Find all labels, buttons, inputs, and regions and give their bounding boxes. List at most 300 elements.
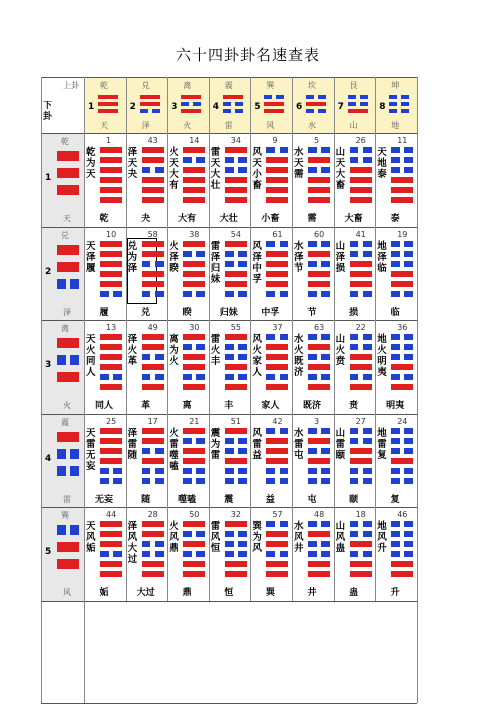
hexagram-yang-line [350, 197, 372, 203]
hexagram-yin-line [280, 521, 289, 527]
hexagram-yang-line [225, 521, 247, 527]
grid-vline [292, 77, 293, 601]
hexagram-yang-line [266, 541, 288, 547]
hexagram-yin-line [266, 478, 275, 484]
hexagram-yin-line [391, 157, 400, 163]
hexagram-yin-line [225, 541, 234, 547]
hexagram-short-name: 明夷 [386, 401, 405, 411]
hexagram-yin-line [196, 157, 205, 163]
hexagram-yang-line [308, 364, 330, 370]
hexagram-full-name: 风火家人 [252, 334, 262, 378]
hexagram-number: 48 [314, 510, 325, 519]
hexagram-yin-line [183, 531, 192, 537]
hexagram-yang-line [308, 197, 330, 203]
hexagram-number: 14 [189, 136, 200, 145]
hexagram-full-name: 雷泽归妹 [210, 240, 221, 285]
hexagram-yin-line [350, 241, 359, 247]
hexagram-yang-line [142, 197, 164, 203]
hexagram-short-name: 泰 [390, 214, 400, 224]
row-trigram-yang-line [57, 338, 79, 348]
hexagram-short-name: 震 [224, 494, 234, 505]
hexagram-yang-line [308, 458, 330, 464]
hexagram-yang-line [350, 458, 372, 464]
hexagram-yin-line [321, 468, 330, 474]
hexagram-short-name: 归妹 [219, 307, 238, 318]
hexagram-yang-line [183, 271, 205, 277]
row-trigram-name: 乾 [61, 137, 69, 146]
hexagram-number: 63 [314, 323, 325, 332]
hexagram-yang-line [100, 561, 122, 567]
hexagram-number: 36 [397, 323, 408, 332]
hexagram-yin-line [308, 428, 317, 434]
header-trigram-yin-line [306, 95, 314, 99]
hexagram-yang-line [183, 521, 205, 527]
hexagram-yin-line [391, 241, 400, 247]
hexagram-yin-line [321, 334, 330, 340]
hexagram-yin-line [155, 551, 164, 557]
hexagram-yin-line [391, 261, 400, 267]
hexagram-yin-line [238, 438, 247, 444]
hexagram-full-name: 风泽中孚 [252, 240, 262, 285]
hexagram-yin-line [225, 374, 234, 380]
hexagram-yin-line [100, 291, 109, 297]
hexagram-yang-line [308, 438, 330, 444]
header-trigram-yin-line [401, 109, 409, 113]
hexagram-yin-line [266, 521, 275, 527]
hexagram-yin-line [391, 448, 400, 454]
hexagram-yin-line [238, 354, 247, 360]
hexagram-yang-line [266, 344, 288, 350]
hexagram-yang-line [266, 448, 288, 454]
hexagram-yang-line [142, 241, 164, 247]
hexagram-yin-line [238, 167, 247, 173]
hexagram-yang-line [308, 384, 330, 390]
hexagram-yin-line [350, 251, 359, 257]
trigram-name: 兑 [141, 81, 150, 90]
hexagram-full-name: 兑为泽 [127, 240, 138, 274]
hexagram-yang-line [266, 531, 288, 537]
hexagram-yin-line [266, 147, 275, 153]
hexagram-yin-line [142, 541, 151, 547]
hexagram-yin-line [391, 334, 400, 340]
trigram-number: 5 [254, 102, 261, 112]
row-trigram-yang-line [57, 168, 79, 178]
hexagram-yin-line [404, 438, 413, 444]
hexagram-yin-line [183, 251, 192, 257]
hexagram-yin-line [404, 241, 413, 247]
hexagram-yin-line [391, 468, 400, 474]
hexagram-short-name: 家人 [261, 401, 280, 411]
hexagram-yin-line [321, 147, 330, 153]
hexagram-full-name: 天火同人 [86, 334, 96, 378]
hexagram-yin-line [183, 291, 192, 297]
hexagram-yin-line [238, 551, 247, 557]
hexagram-short-name: 中孚 [261, 307, 280, 318]
hexagram-short-name: 无妄 [94, 494, 113, 505]
hexagram-short-name: 大畜 [344, 214, 363, 224]
hexagram-yang-line [225, 334, 247, 340]
hexagram-yang-line [225, 197, 247, 203]
hexagram-yang-line [308, 187, 330, 193]
hexagram-yin-line [404, 291, 413, 297]
hexagram-yin-line [404, 374, 413, 380]
hexagram-number: 1 [106, 136, 112, 145]
hexagram-yin-line [155, 478, 164, 484]
hexagram-yang-line [183, 167, 205, 173]
hexagram-short-name: 贲 [349, 401, 359, 411]
hexagram-full-name: 天雷无妄 [86, 427, 96, 472]
hexagram-short-name: 临 [390, 307, 400, 318]
hexagram-yang-line [183, 281, 205, 287]
hexagram-yang-line [100, 157, 122, 163]
grid-vline [209, 77, 210, 601]
header-trigram-yin-line [389, 95, 397, 99]
hexagram-yang-line [100, 531, 122, 537]
hexagram-yang-line [266, 561, 288, 567]
hexagram-yin-line [196, 374, 205, 380]
hexagram-table [41, 77, 417, 703]
hexagram-yin-line [350, 344, 359, 350]
hexagram-yin-line [155, 448, 164, 454]
hexagram-yang-line [100, 344, 122, 350]
hexagram-yin-line [225, 344, 234, 350]
header-trigram-yang-line [264, 109, 284, 113]
hexagram-number: 19 [397, 229, 408, 239]
hexagram-yin-line [142, 551, 151, 557]
hexagram-yang-line [142, 281, 164, 287]
hexagram-short-name: 履 [99, 307, 109, 318]
hexagram-yin-line [391, 291, 400, 297]
hexagram-yin-line [308, 521, 317, 527]
hexagram-yang-line [142, 364, 164, 370]
header-trigram-yin-line [223, 102, 231, 106]
hexagram-number: 38 [189, 229, 200, 239]
row-trigram-number: 4 [45, 453, 52, 464]
row-trigram-number: 3 [45, 360, 52, 370]
hexagram-number: 28 [147, 510, 158, 519]
hexagram-yin-line [280, 468, 289, 474]
trigram-name: 震 [224, 81, 233, 90]
hexagram-yang-line [183, 571, 205, 577]
hexagram-yin-line [155, 261, 164, 267]
row-trigram-number: 2 [45, 266, 52, 277]
hexagram-short-name: 姤 [99, 588, 109, 598]
hexagram-yang-line [225, 428, 247, 434]
hexagram-yang-line [183, 147, 205, 153]
hexagram-yang-line [266, 281, 288, 287]
hexagram-yang-line [350, 364, 372, 370]
hexagram-yang-line [183, 241, 205, 247]
hexagram-yang-line [266, 167, 288, 173]
grid-hline [41, 703, 417, 704]
hexagram-yang-line [266, 438, 288, 444]
header-trigram-yin-line [360, 102, 368, 106]
hexagram-yang-line [350, 271, 372, 277]
row-trigram-yang-line [57, 372, 79, 382]
hexagram-number: 32 [230, 510, 241, 519]
hexagram-yin-line [350, 521, 359, 527]
hexagram-yin-line [100, 551, 109, 557]
hexagram-yang-line [391, 281, 413, 287]
hexagram-number: 58 [147, 229, 158, 239]
row-trigram-yin-line [57, 279, 66, 289]
hexagram-yang-line [308, 561, 330, 567]
hexagram-yin-line [196, 468, 205, 474]
row-trigram-nature: 泽 [63, 307, 71, 317]
hexagram-number: 55 [230, 323, 241, 332]
hexagram-short-name: 同人 [94, 401, 113, 411]
hexagram-yin-line [363, 531, 372, 537]
hexagram-yin-line [308, 334, 317, 340]
hexagram-yin-line [363, 291, 372, 297]
hexagram-yin-line [183, 478, 192, 484]
header-trigram-yin-line [181, 102, 189, 106]
hexagram-yang-line [100, 354, 122, 360]
hexagram-yin-line [238, 448, 247, 454]
hexagram-yin-line [321, 521, 330, 527]
hexagram-yang-line [266, 364, 288, 370]
grid-hline [41, 320, 417, 321]
hexagram-yang-line [100, 197, 122, 203]
hexagram-yin-line [280, 478, 289, 484]
hexagram-short-name: 需 [307, 214, 317, 224]
hexagram-yang-line [350, 571, 372, 577]
hexagram-yang-line [391, 187, 413, 193]
hexagram-full-name: 水雷屯 [294, 427, 304, 461]
hexagram-yin-line [238, 478, 247, 484]
hexagram-yin-line [404, 478, 413, 484]
hexagram-yin-line [404, 521, 413, 527]
hexagram-yin-line [308, 468, 317, 474]
header-trigram-yin-line [152, 109, 160, 113]
hexagram-yin-line [321, 374, 330, 380]
hexagram-yin-line [142, 478, 151, 484]
hexagram-number: 49 [147, 323, 158, 332]
header-trigram-yang-line [223, 95, 243, 99]
hexagram-yin-line [350, 157, 359, 163]
hexagram-yang-line [183, 364, 205, 370]
hexagram-short-name: 蛊 [349, 588, 359, 598]
hexagram-yin-line [238, 261, 247, 267]
hexagram-full-name: 雷风恒 [210, 521, 221, 554]
hexagram-yin-line [183, 438, 192, 444]
hexagram-yin-line [225, 291, 234, 297]
hexagram-yang-line [225, 281, 247, 287]
hexagram-yang-line [183, 384, 205, 390]
hexagram-full-name: 水泽节 [294, 240, 304, 274]
hexagram-yin-line [196, 551, 205, 557]
hexagram-full-name: 水天需 [294, 147, 304, 180]
hexagram-yin-line [142, 468, 151, 474]
hexagram-number: 3 [314, 416, 320, 426]
hexagram-yang-line [266, 251, 288, 257]
hexagram-yin-line [225, 478, 234, 484]
hexagram-yang-line [183, 197, 205, 203]
grid-vline [417, 77, 418, 703]
trigram-nature: 泽 [141, 121, 150, 130]
row-trigram-yin-line [70, 466, 79, 476]
hexagram-full-name: 地雷复 [377, 427, 387, 461]
hexagram-yang-line [225, 364, 247, 370]
row-trigram-yang-line [57, 262, 79, 272]
hexagram-number: 41 [355, 229, 366, 239]
hexagram-yang-line [183, 448, 205, 454]
hexagram-yin-line [350, 551, 359, 557]
hexagram-yin-line [363, 241, 372, 247]
hexagram-yin-line [142, 374, 151, 380]
hexagram-full-name: 地风升 [377, 521, 387, 554]
header-trigram-yin-line [360, 95, 368, 99]
hexagram-yin-line [113, 374, 122, 380]
hexagram-yin-line [238, 541, 247, 547]
hexagram-yin-line [266, 241, 275, 247]
hexagram-yang-line [308, 251, 330, 257]
trigram-name: 乾 [100, 81, 108, 90]
trigram-number: 7 [337, 102, 344, 112]
hexagram-short-name: 随 [141, 494, 151, 505]
hexagram-short-name: 小畜 [261, 214, 280, 224]
hexagram-number: 30 [189, 323, 200, 332]
header-trigram-yang-line [98, 95, 118, 99]
row-trigram-yang-line [57, 432, 79, 442]
hexagram-yin-line [238, 374, 247, 380]
hexagram-yin-line [404, 167, 413, 173]
hexagram-yang-line [183, 458, 205, 464]
header-trigram-yin-line [348, 95, 356, 99]
row-trigram-name: 离 [61, 324, 69, 333]
hexagram-yang-line [183, 177, 205, 183]
hexagram-number: 10 [106, 229, 117, 239]
hexagram-number: 46 [397, 510, 408, 519]
hexagram-full-name: 山雷颐 [335, 427, 346, 461]
trigram-nature: 水 [308, 121, 316, 130]
hexagram-yin-line [321, 541, 330, 547]
hexagram-yin-line [113, 551, 122, 557]
hexagram-number: 43 [147, 136, 158, 145]
row-trigram-name: 兑 [61, 230, 69, 240]
trigram-number: 3 [171, 102, 178, 112]
hexagram-number: 54 [230, 229, 241, 239]
hexagram-yin-line [225, 157, 234, 163]
hexagram-yang-line [142, 438, 164, 444]
hexagram-yin-line [280, 428, 289, 434]
hexagram-short-name: 大壮 [219, 214, 238, 224]
hexagram-yin-line [308, 167, 317, 173]
hexagram-yin-line [308, 478, 317, 484]
hexagram-yin-line [350, 291, 359, 297]
hexagram-yang-line [142, 521, 164, 527]
hexagram-full-name: 山天大畜 [335, 147, 346, 191]
hexagram-yin-line [391, 374, 400, 380]
hexagram-yang-line [266, 177, 288, 183]
hexagram-yin-line [196, 478, 205, 484]
hexagram-full-name: 雷天大壮 [210, 147, 221, 191]
row-trigram-yin-line [70, 449, 79, 459]
trigram-nature: 地 [391, 121, 400, 130]
hexagram-yin-line [183, 551, 192, 557]
header-trigram-yin-line [235, 109, 243, 113]
header-trigram-yang-line [181, 95, 201, 99]
hexagram-yin-line [321, 478, 330, 484]
hexagram-yin-line [113, 291, 122, 297]
hexagram-short-name: 噬嗑 [178, 494, 197, 505]
hexagram-number: 13 [106, 323, 117, 332]
hexagram-full-name: 乾为天 [86, 147, 96, 180]
hexagram-yang-line [350, 261, 372, 267]
grid-vline [334, 77, 335, 601]
hexagram-full-name: 离为火 [169, 334, 179, 367]
hexagram-yin-line [350, 531, 359, 537]
hexagram-yang-line [183, 541, 205, 547]
hexagram-yin-line [266, 468, 275, 474]
hexagram-number: 22 [355, 323, 366, 332]
header-trigram-yin-line [193, 102, 201, 106]
hexagram-yang-line [308, 531, 330, 537]
row-trigram-yang-line [57, 151, 79, 161]
hexagram-yin-line [404, 261, 413, 267]
trigram-number: 8 [379, 102, 386, 112]
hexagram-yang-line [266, 384, 288, 390]
hexagram-full-name: 泽火革 [127, 334, 138, 367]
trigram-name: 巽 [266, 81, 275, 90]
hexagram-yang-line [100, 251, 122, 257]
hexagram-yin-line [391, 438, 400, 444]
hexagram-yin-line [391, 478, 400, 484]
header-trigram-yin-line [389, 102, 397, 106]
header-trigram-yang-line [98, 109, 118, 113]
hexagram-yin-line [391, 251, 400, 257]
hexagram-yin-line [391, 344, 400, 350]
header-trigram-yang-line [348, 109, 368, 113]
hexagram-yin-line [280, 241, 289, 247]
hexagram-number: 50 [189, 510, 200, 519]
hexagram-yang-line [100, 384, 122, 390]
hexagram-yang-line [350, 281, 372, 287]
hexagram-yin-line [391, 521, 400, 527]
grid-hline [41, 227, 417, 228]
hexagram-yang-line [350, 561, 372, 567]
hexagram-yin-line [363, 374, 372, 380]
trigram-number: 4 [212, 102, 220, 112]
hexagram-yin-line [196, 438, 205, 444]
trigram-name: 坎 [308, 81, 316, 90]
hexagram-yang-line [391, 197, 413, 203]
hexagram-full-name: 天风姤 [86, 521, 96, 554]
header-trigram-yin-line [401, 102, 409, 106]
header-trigram-yin-line [276, 95, 284, 99]
hexagram-full-name: 泽风大过 [127, 521, 138, 565]
hexagram-yang-line [142, 334, 164, 340]
hexagram-yin-line [308, 374, 317, 380]
hexagram-yin-line [238, 291, 247, 297]
row-trigram-yang-line [57, 185, 79, 195]
hexagram-full-name: 火雷噬嗑 [169, 427, 179, 472]
hexagram-yang-line [225, 384, 247, 390]
hexagram-yang-line [142, 571, 164, 577]
hexagram-yang-line [183, 354, 205, 360]
hexagram-yang-line [350, 187, 372, 193]
header-trigram-yang-line [306, 102, 326, 106]
hexagram-yang-line [350, 177, 372, 183]
hexagram-full-name: 山泽损 [335, 240, 346, 274]
hexagram-yin-line [155, 354, 164, 360]
row-trigram-nature: 天 [63, 214, 71, 223]
grid-vline [375, 77, 376, 601]
hexagram-yang-line [100, 177, 122, 183]
hexagram-number: 11 [397, 136, 408, 145]
hexagram-yin-line [391, 354, 400, 360]
hexagram-yang-line [142, 147, 164, 153]
